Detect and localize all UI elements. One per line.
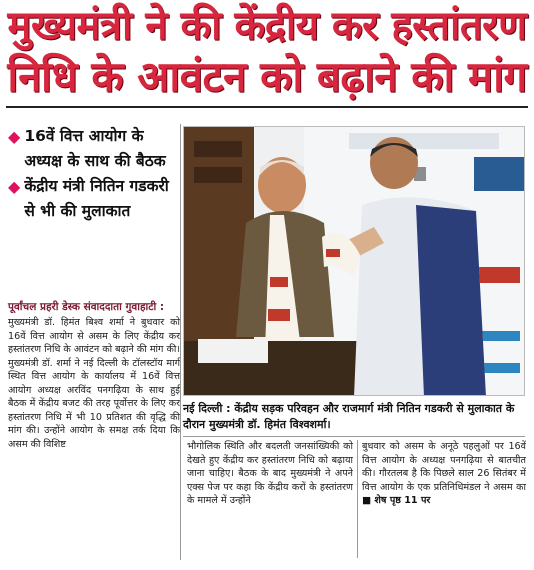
article-column-3-text: बुधवार को असम के अनूठे पहलुओं पर 16वें वित्त आयोग के अध्यक्ष पनगढ़िया से बातचीत की। गौरतलब है कि पिछले साल 26 सितंबर में वित्त आयोग के एक प्रतिनिधिमंडल ने असम का	[362, 441, 526, 493]
highlight-text: केंद्रीय मंत्री नितिन गडकरी से भी की मुलाकात	[24, 177, 169, 220]
highlights-box	[8, 124, 180, 224]
highlight-text: 16वें वित्त आयोग के अध्यक्ष के साथ की बैठक	[24, 127, 166, 170]
article-column-2: भौगोलिक स्थिति और बदलती जनसांख्यिकी को देखते हुए केंद्रीय कर हस्तांतरण निधि को बढ़ाया जाना चाहिए। बैठक के बाद मुख्यमंत्री ने अपने एक्स पेज पर कहा कि केंद्रीय करों के हस्तांतरण के मामले में उन्होंने	[187, 441, 353, 506]
column-divider	[180, 124, 181, 560]
article-column-1: मुख्यमंत्री डॉ. हिमंत बिश्व शर्मा ने बुधवार को 16वें वित्त आयोग से असम के लिए केंद्रीय कर हस्तांतरण निधि के आवंटन को बढ़ाने की मांग की। मुख्यमंत्री डॉ. शर्मा ने नई दिल्ली के टॉलस्टॉय मार्ग स्थित वित्त आयोग के कार्यालय में 16वें वित्त आयोग अध्यक्ष अरविंद पनगढ़िया के साथ हुई बैठक में केंद्रीय बजट की तरह पूर्वोत्तर के लिए कर हस्तांतरण निधि में भी 10 प्रतिशत की वृद्धि की मांग की। उन्होंने आयोग के समक्ष तर्क दिया कि असम की विशिष्ट	[8, 317, 180, 450]
dateline: पूर्वांचल प्रहरी डेस्क संवाददाता गुवाहाटी :	[8, 301, 165, 313]
caption-rule	[183, 436, 525, 437]
headline-line-2: निधि के आवंटन को बढ़ाने की मांग	[7, 52, 527, 101]
headline-line-1: मुख्यमंत्री ने की केंद्रीय कर हस्तांतरण	[7, 3, 527, 49]
diamond-bullet-icon: ◆	[8, 177, 21, 196]
highlight-item	[8, 174, 180, 224]
photo-caption: नई दिल्ली : केंद्रीय सड़क परिवहन और राजमार्ग मंत्री नितिन गडकरी से मुलाकात के दौरान मुख्यमंत्री डॉ. हिमंत विश्वशर्मा।	[183, 402, 515, 431]
highlight-item	[8, 124, 180, 174]
news-photo	[183, 126, 525, 396]
headline-rule	[6, 106, 528, 108]
article-column-3	[362, 440, 526, 558]
column-divider	[357, 440, 358, 558]
diamond-bullet-icon: ◆	[8, 127, 21, 146]
photo-illustration	[184, 127, 525, 396]
continuation-note: ■ शेष पृष्ठ 11 पर	[362, 495, 431, 506]
